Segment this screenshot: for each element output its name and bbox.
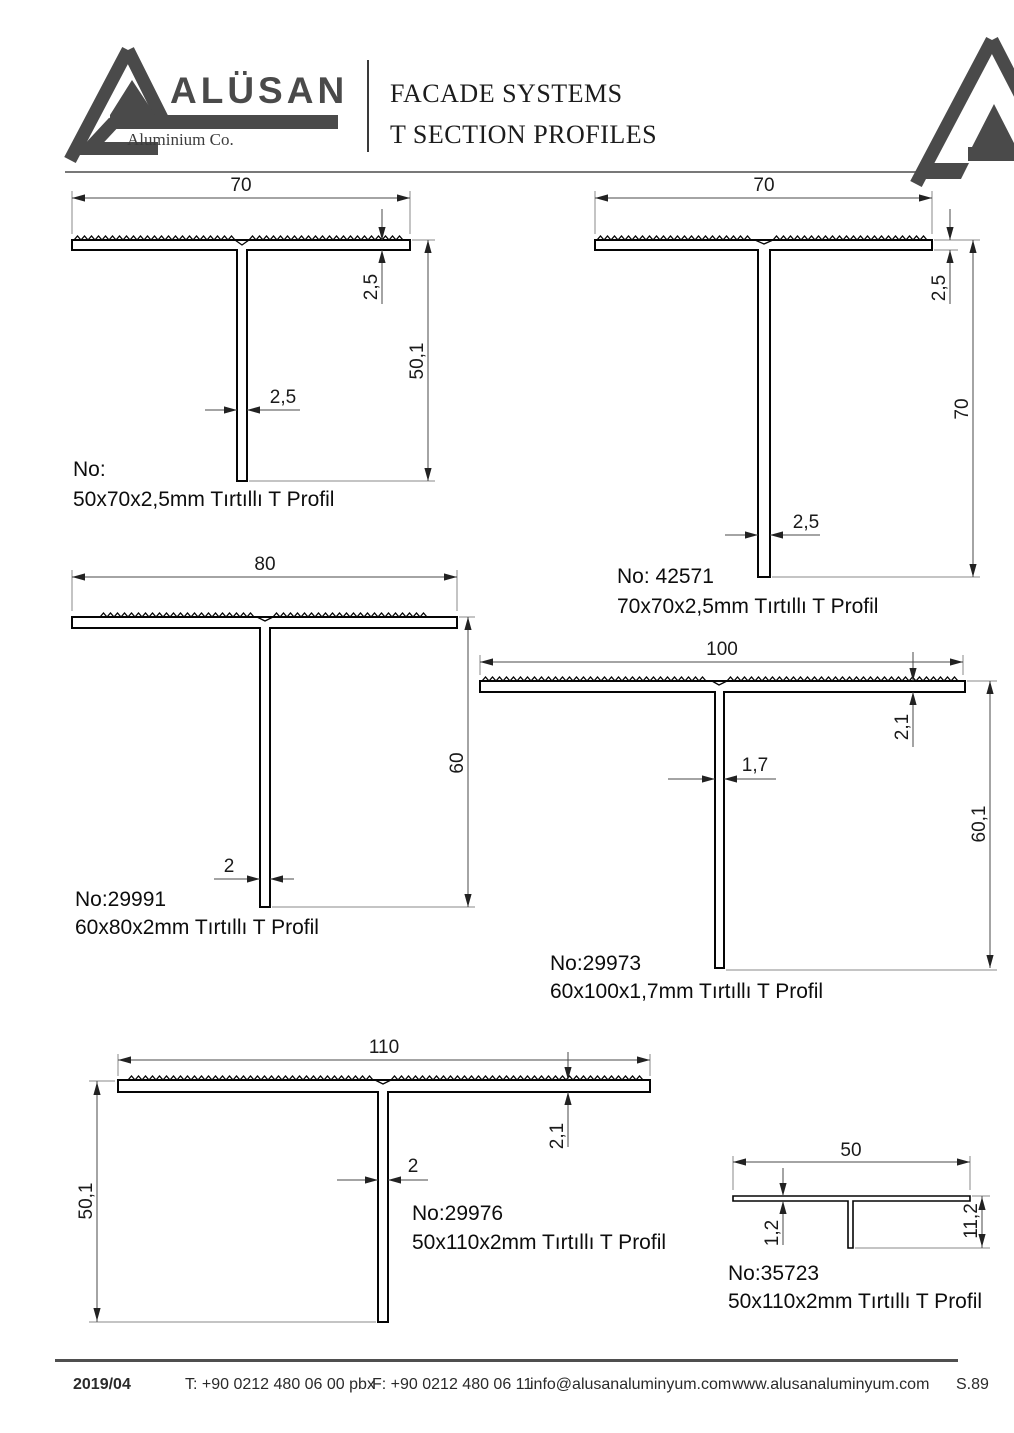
footer-website: www.alusanaluminyum.com <box>732 1376 930 1393</box>
dim-web: 2 <box>223 856 235 877</box>
footer-phone: T: +90 0212 480 06 00 pbx <box>185 1376 375 1393</box>
dim-web: 2,5 <box>792 512 820 533</box>
profile-number: No:29991 <box>75 888 167 911</box>
profile-outline <box>118 1080 650 1322</box>
brand-name: ALÜSAN <box>170 70 349 111</box>
profile-number: No: <box>73 458 106 481</box>
dim-web: 2,5 <box>269 387 297 408</box>
profile-number: No:29973 <box>550 952 642 975</box>
footer-rule <box>55 1359 958 1362</box>
profile-description: 70x70x2,5mm Tırtıllı T Profil <box>617 595 879 618</box>
profile-description: 60x100x1,7mm Tırtıllı T Profil <box>550 980 824 1003</box>
dim-height: 50,1 <box>407 342 428 380</box>
footer-issue: 2019/04 <box>73 1376 131 1393</box>
dim-web: 1,7 <box>741 755 769 776</box>
footer-email: info@alusanaluminyum.com <box>530 1376 732 1393</box>
profile-drawing-50x110 <box>76 1037 666 1322</box>
page-title-line2: T SECTION PROFILES <box>390 120 658 149</box>
page-title-line1: FACADE SYSTEMS <box>390 79 623 108</box>
profile-drawing-60x80 <box>72 554 475 939</box>
profile-outline <box>595 240 932 577</box>
profile-drawing-70x70 <box>595 175 980 618</box>
profile-number: No: 42571 <box>617 565 714 588</box>
profile-drawing-50-small <box>728 1140 990 1313</box>
dim-height: 11,2 <box>961 1203 982 1239</box>
profile-number: No:29976 <box>412 1202 504 1225</box>
profile-description: 50x110x2mm Tırtıllı T Profil <box>728 1290 983 1313</box>
profile-number: No:35723 <box>728 1262 820 1285</box>
dim-flange: 2,5 <box>361 273 382 301</box>
dim-width: 70 <box>753 175 775 196</box>
profile-outline <box>72 617 457 907</box>
footer-fax: F: +90 0212 480 06 11 <box>372 1376 533 1393</box>
profile-drawing-50x70 <box>72 175 435 511</box>
profile-description: 60x80x2mm Tırtıllı T Profil <box>75 916 319 939</box>
corner-logo-icon <box>916 40 1014 184</box>
dim-width: 110 <box>368 1037 400 1058</box>
profile-description: 50x70x2,5mm Tırtıllı T Profil <box>73 488 335 511</box>
brand-subtitle: Aluminium Co. <box>127 130 234 149</box>
footer-page-number: S.89 <box>956 1376 989 1393</box>
profile-outline <box>72 240 410 481</box>
dim-height: 60 <box>447 752 468 774</box>
dim-width: 80 <box>254 554 276 575</box>
dim-height: 70 <box>952 398 973 420</box>
dim-height: 50,1 <box>76 1182 97 1220</box>
profile-description: 50x110x2mm Tırtıllı T Profil <box>412 1231 667 1254</box>
profile-drawing-60x100 <box>480 639 997 1003</box>
dim-width: 50 <box>840 1140 862 1161</box>
dim-flange: 2,5 <box>929 274 950 302</box>
dim-width: 70 <box>230 175 252 196</box>
dim-flange: 1,2 <box>762 1219 783 1247</box>
dim-flange: 2,1 <box>547 1122 568 1150</box>
dim-web: 2 <box>407 1156 419 1177</box>
dim-width: 100 <box>706 639 738 660</box>
dim-flange: 2,1 <box>892 713 913 741</box>
dim-height: 60,1 <box>969 805 990 843</box>
